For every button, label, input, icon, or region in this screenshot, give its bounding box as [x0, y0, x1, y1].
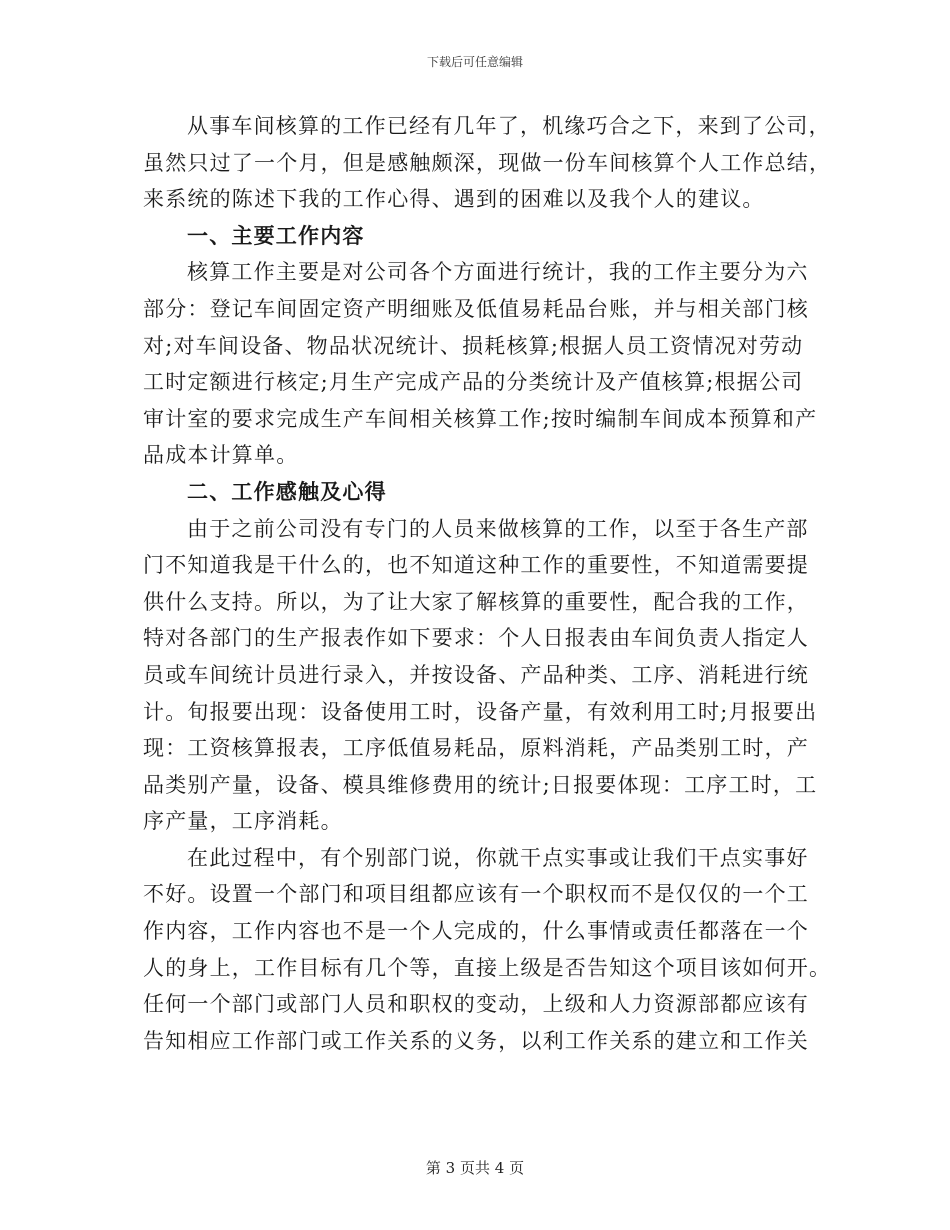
body-line: 审计室的要求完成生产车间相关核算工作;按时编制车间成本预算和产 — [143, 406, 818, 431]
body-line: 员或车间统计员进行录入，并按设备、产品种类、工序、消耗进行统 — [143, 662, 809, 687]
page-header: 下载后可任意编辑 — [426, 55, 523, 69]
body-line: 核算工作主要是对公司各个方面进行统计，我的工作主要分为六 — [187, 260, 809, 285]
body-line: 告知相应工作部门或工作关系的义务，以利工作关系的建立和工作关 — [143, 1028, 809, 1053]
document-body — [143, 108, 832, 1059]
section-heading: 一、主要工作内容 — [187, 222, 365, 248]
page-footer: 第 3 页共 4 页 — [425, 1159, 525, 1177]
body-line: 来系统的陈述下我的工作心得、遇到的困难以及我个人的建议。 — [143, 187, 765, 212]
body-line: 由于之前公司没有专门的人员来做核算的工作，以至于各生产部 — [187, 516, 809, 541]
body-line: 对;对车间设备、物品状况统计、损耗核算;根据人员工资情况对劳动 — [143, 333, 804, 358]
body-line: 特对各部门的生产报表作如下要求：个人日报表由车间负责人指定人 — [143, 626, 809, 651]
body-line: 工时定额进行核定;月生产完成产品的分类统计及产值核算;根据公司 — [143, 370, 804, 395]
body-line: 从事车间核算的工作已经有几年了，机缘巧合之下，来到了公司， — [187, 114, 831, 138]
body-line: 品成本计算单。 — [143, 443, 299, 468]
body-line: 计。旬报要出现：设备使用工时，设备产量，有效利用工时;月报要出 — [143, 699, 818, 724]
body-line: 作内容，工作内容也不是一个人完成的，什么事情或责任都落在一个 — [143, 919, 809, 944]
body-line: 门不知道我是干什么的，也不知道这种工作的重要性，不知道需要提 — [143, 553, 809, 578]
body-line: 任何一个部门或部门人员和职权的变动，上级和人力资源部都应该有 — [143, 992, 809, 1017]
body-line: 序产量，工序消耗。 — [143, 809, 343, 834]
body-line: 部分：登记车间固定资产明细账及低值易耗品台账，并与相关部门核 — [143, 296, 809, 321]
body-line: 人的身上，工作目标有几个等，直接上级是否告知这个项目该如何开。 — [143, 955, 832, 980]
body-line: 虽然只过了一个月，但是感触颇深，现做一份车间核算个人工作总结， — [143, 150, 832, 175]
body-line: 不好。设置一个部门和项目组都应该有一个职权而不是仅仅的一个工 — [143, 882, 809, 907]
section-heading: 二、工作感触及心得 — [187, 478, 387, 504]
body-line: 在此过程中，有个别部门说，你就干点实事或让我们干点实事好 — [187, 845, 809, 870]
body-line: 品类别产量，设备、模具维修费用的统计;日报要体现：工序工时，工 — [143, 772, 818, 797]
body-line: 供什么支持。所以，为了让大家了解核算的重要性，配合我的工作， — [143, 589, 809, 614]
body-line: 现：工资核算报表，工序低值易耗品，原料消耗，产品类别工时，产 — [143, 736, 809, 761]
